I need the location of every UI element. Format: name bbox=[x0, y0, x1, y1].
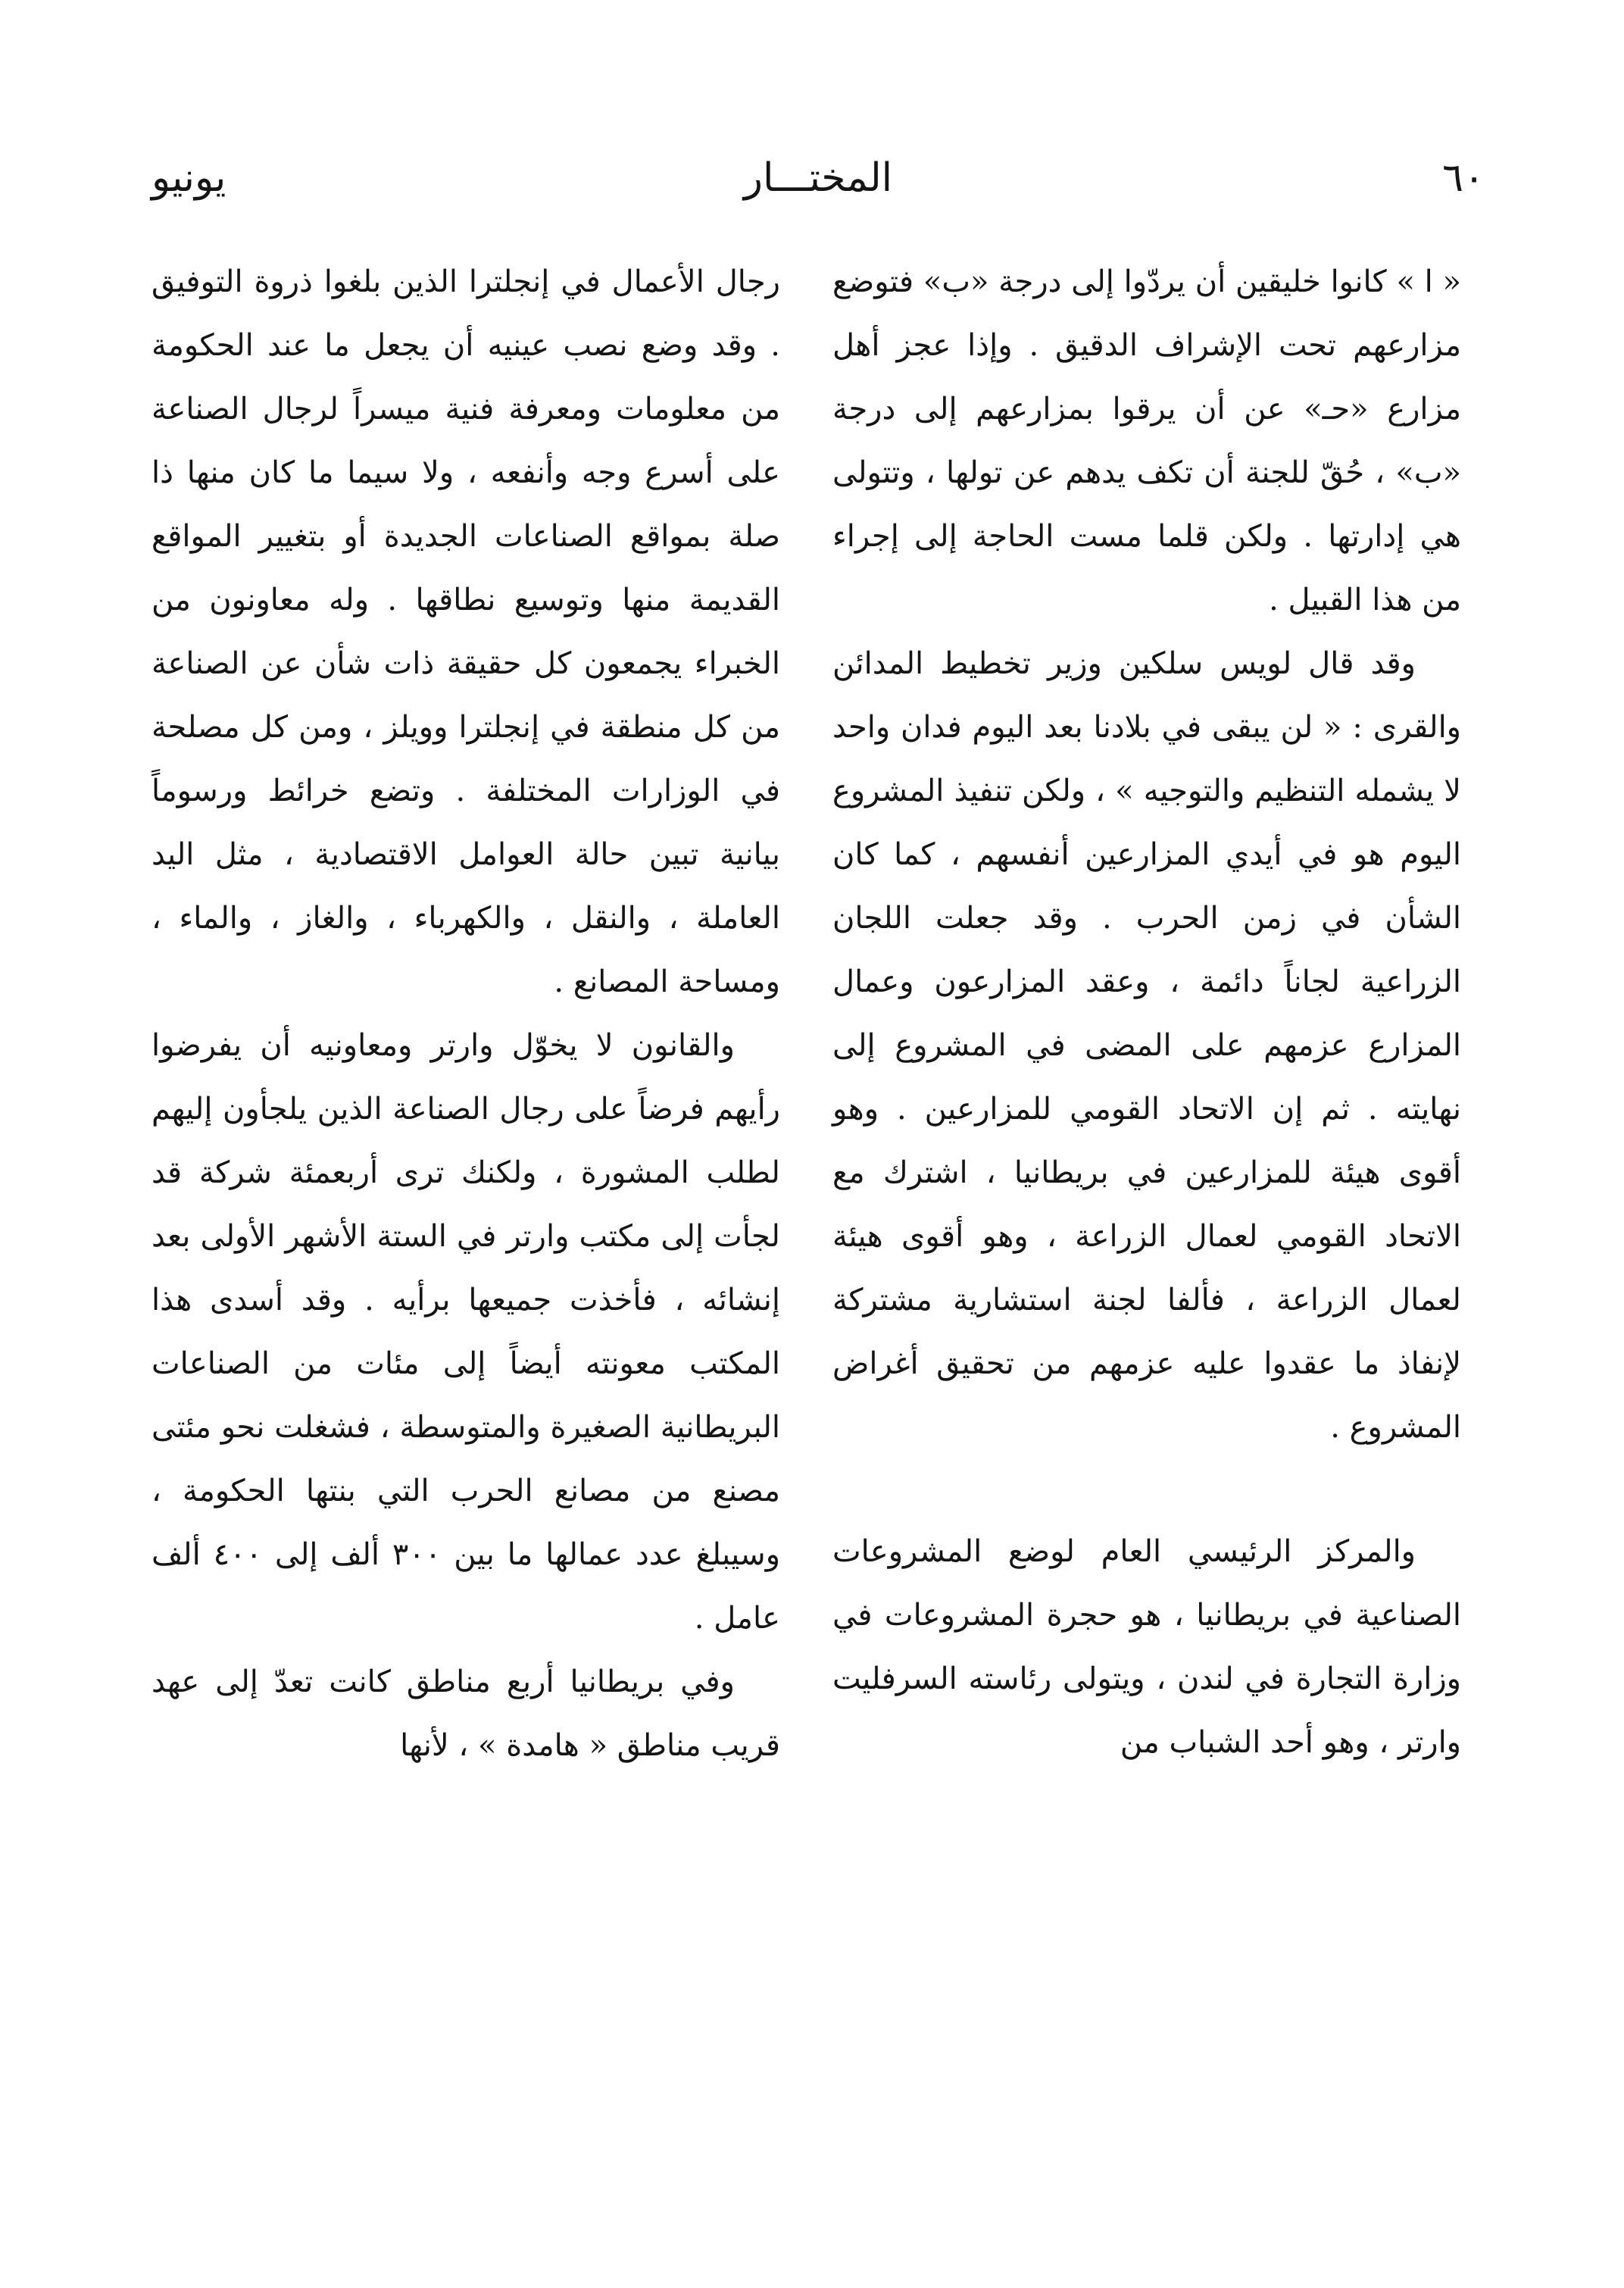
paragraph: رجال الأعمال في إنجلترا الذين بلغوا ذروة التوفيق . وقد وضع نصب عينيه أن يجعل ما عند الحكومة من معلومات ومعرفة فنية ميسراً لرجال الصناعة على أسرع وجه وأنفعه ، ولا سيما ما كان منها ذا صلة بمواقع الصناعات الجديدة أو بتغيير المواقع القديمة منها وتوسيع نطاقها . وله معاونون من الخبراء يجمعون كل حقيقة ذات شأن عن الصناعة من كل منطقة في إنجلترا وويلز ، ومن كل مصلحة في الوزارات المختلفة . وتضع خرائط ورسوماً بيانية تبين حالة العوامل الاقتصادية ، مثل اليد العاملة ، والنقل ، والكهرباء ، والغاز ، والماء ، ومساحة المصانع . bbox=[151, 264, 780, 999]
paragraph: « ا » كانوا خليقين أن يردّوا إلى درجة «ب» فتوضع مزارعهم تحت الإشراف الدقيق . وإذا عجز أهل مزارع «حـ» عن أن يرقوا بمزارعهم إلى درجة «ب» ، حُقّ للجنة أن تكف يدهم عن تولها ، وتتولى هي إدارتها . ولكن قلما مست الحاجة إلى إجراء من هذا القبيل . bbox=[832, 264, 1462, 617]
paragraph: وفي بريطانيا أربع مناطق كانت تعدّ إلى عهد قريب مناطق « هامدة » ، لأنها bbox=[151, 1664, 780, 1763]
journal-title: المختـــار bbox=[743, 155, 893, 201]
right-column bbox=[832, 250, 1461, 1774]
running-month: يونيو bbox=[151, 155, 226, 201]
left-column bbox=[151, 250, 780, 1777]
paragraph: وقد قال لويس سلكين وزير تخطيط المدائن والقرى : « لن يبقى في بلادنا بعد اليوم فدان واحد لا يشمله التنظيم والتوجيه » ، ولكن تنفيذ المشروع اليوم هو في أيدي المزارعين أنفسهم ، كما كان الشأن في زمن الحرب . وقد جعلت اللجان الزراعية لجاناً دائمة ، وعقد المزارعون وعمال المزارع عزمهم على المضى في المشروع إلى نهايته . ثم إن الاتحاد القومي للمزارعين . وهو أقوى هيئة للمزارعين في بريطانيا ، اشترك مع الاتحاد القومي لعمال الزراعة ، وهو أقوى هيئة لعمال الزراعة ، فألفا لجنة استشارية مشتركة لإنفاذ ما عقدوا عليه عزمهم من تحقيق أغراض المشروع . bbox=[832, 646, 1461, 1445]
paragraph: والمركز الرئيسي العام لوضع المشروعات الصناعية في بريطانيا ، هو حجرة المشروعات في وزارة التجارة في لندن ، ويتولى رئاسته السرفليت وارتر ، وهو أحد الشباب من bbox=[832, 1534, 1461, 1760]
page-number: ٦٠ bbox=[1442, 155, 1485, 201]
page-header bbox=[151, 148, 1485, 216]
paragraph: والقانون لا يخوّل وارتر ومعاونيه أن يفرضوا رأيهم فرضاً على رجال الصناعة الذين يلجأون إليهم لطلب المشورة ، ولكنك ترى أربعمئة شركة قد لجأت إلى مكتب وارتر في الستة الأشهر الأولى بعد إنشائه ، فأخذت جميعها برأيه . وقد أسدى هذا المكتب معونته أيضاً إلى مئات من الصناعات البريطانية الصغيرة والمتوسطة ، فشغلت نحو مئتى مصنع من مصانع الحرب التي بنتها الحكومة ، وسيبلغ عدد عمالها ما بين ٣٠٠ ألف إلى ٤٠٠ ألف عامل . bbox=[151, 1028, 781, 1636]
paragraph-gap bbox=[832, 1459, 1461, 1520]
